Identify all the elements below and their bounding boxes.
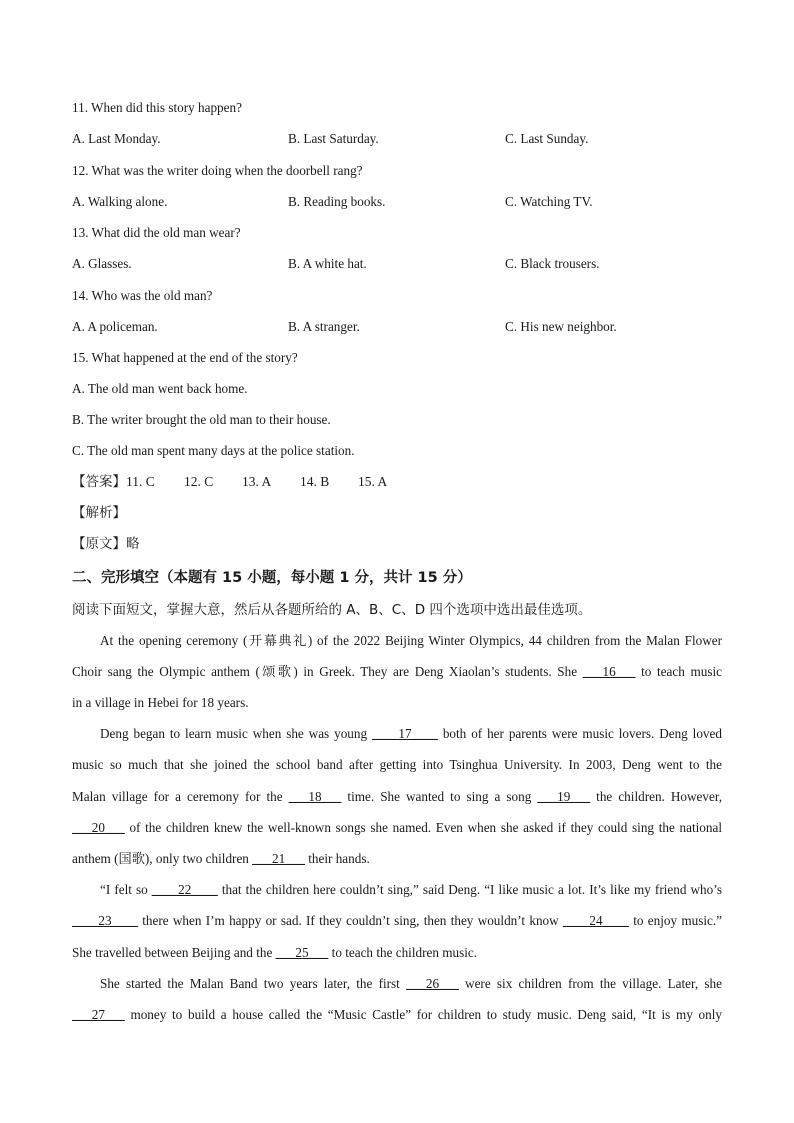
- cloze-blank: ____24____: [562, 913, 629, 928]
- answer-option: A. Glasses.: [72, 256, 132, 271]
- cloze-blank: ____17____: [371, 726, 438, 741]
- passage-line: [72, 1007, 722, 1023]
- passage-text: of the children knew the well-known songs she named. Even when she asked if they could sing the national: [124, 820, 722, 835]
- passage-text: Malan village for a ceremony for the: [72, 789, 289, 804]
- cloze-blank: ___27___: [72, 1007, 125, 1022]
- answer-option: A. The old man went back home.: [72, 381, 248, 396]
- passage-text: their hands.: [304, 851, 370, 866]
- passage-text: to enjoy music.”: [628, 913, 722, 928]
- answer-item: 13. A: [242, 474, 272, 489]
- passage-line: [72, 789, 722, 805]
- cloze-blank: ____22____: [151, 882, 218, 897]
- answer-option: B. The writer brought the old man to their house.: [72, 412, 331, 427]
- answer-item: 12. C: [184, 474, 214, 489]
- passage-text: were six children from the village. Later, she: [458, 976, 722, 991]
- passage-text: money to build a house called the “Music Castle” for children to study music. Deng said, “It is my only: [124, 1007, 722, 1022]
- answer-option: B. A white hat.: [288, 256, 367, 271]
- answer-option: B. A stranger.: [288, 319, 360, 334]
- passage-text: At the opening ceremony (开幕典礼) of the 2022 Beijing Winter Olympics, 44 children from the Malan Flower: [100, 633, 722, 648]
- answer-option: A. Last Monday.: [72, 131, 161, 146]
- passage-text: Choir sang the Olympic anthem (颂歌) in Greek. They are Deng Xiaolan’s students. She: [72, 664, 583, 679]
- answer-option: C. His new neighbor.: [505, 319, 617, 334]
- cloze-blank: ____23____: [72, 913, 138, 928]
- section-heading: 二、完形填空（本题有 15 小题，每小题 1 分，共计 15 分）: [72, 570, 472, 586]
- passage-line: [72, 913, 722, 929]
- cloze-blank: ___19___: [537, 789, 591, 804]
- cloze-blank: ___26___: [406, 976, 459, 991]
- passage-text: there when I’m happy or sad. If they couldn’t sing, then they wouldn’t know: [137, 913, 563, 928]
- passage-text: music so much that she joined the school band after getting into Tsinghua University. In 2003, Deng went to the: [72, 757, 722, 772]
- answer-option: A. Walking alone.: [72, 194, 168, 209]
- passage-text: “I felt so: [100, 882, 152, 897]
- answer-option: B. Reading books.: [288, 194, 386, 209]
- passage-text: time. She wanted to sing a song: [341, 789, 538, 804]
- answer-label: 【答案】: [72, 474, 126, 490]
- passage-line: [72, 757, 722, 773]
- question-stem: 11. When did this story happen?: [72, 100, 242, 115]
- passage-line: [72, 664, 722, 680]
- answer-option: B. Last Saturday.: [288, 131, 379, 146]
- original-text: 略: [126, 536, 140, 552]
- passage-line: [72, 945, 722, 961]
- answer-option: C. Black trousers.: [505, 256, 600, 271]
- section-instruction: 阅读下面短文，掌握大意，然后从各题所给的 A、B、C、D 四个选项中选出最佳选项。: [72, 602, 592, 618]
- answer-option: A. A policeman.: [72, 319, 158, 334]
- question-stem: 12. What was the writer doing when the doorbell rang?: [72, 163, 363, 178]
- passage-line: [72, 851, 722, 867]
- passage-line: [100, 976, 722, 992]
- passage-text: both of her parents were music lovers. Deng loved: [437, 726, 722, 741]
- question-stem: 13. What did the old man wear?: [72, 225, 241, 240]
- answer-item: 14. B: [300, 474, 330, 489]
- answer-item: 11. C: [126, 474, 155, 489]
- answer-items: [126, 474, 398, 490]
- answer-option: C. Watching TV.: [505, 194, 593, 209]
- cloze-blank: ___20___: [72, 820, 125, 835]
- passage-line: [100, 726, 722, 742]
- passage-line: [72, 695, 722, 711]
- passage-text: anthem (国歌), only two children: [72, 851, 253, 866]
- passage-text: Deng began to learn music when she was young: [100, 726, 372, 741]
- passage-text: in a village in Hebei for 18 years.: [72, 695, 249, 710]
- passage-text: She travelled between Beijing and the: [72, 945, 276, 960]
- cloze-blank: ___18___: [288, 789, 342, 804]
- passage-line: [72, 820, 722, 836]
- cloze-blank: ___25___: [275, 945, 329, 960]
- question-stem: 15. What happened at the end of the story?: [72, 350, 298, 365]
- passage-line: [100, 882, 722, 898]
- cloze-blank: ___21___: [252, 851, 305, 866]
- original-label: 【原文】: [72, 536, 126, 552]
- passage-text: to teach the children music.: [328, 945, 478, 960]
- cloze-blank: ___16___: [582, 664, 636, 679]
- passage-text: that the children here couldn’t sing,” said Deng. “I like music a lot. It’s like my friend who’s: [217, 882, 723, 897]
- answer-option: C. The old man spent many days at the police station.: [72, 443, 355, 458]
- question-stem: 14. Who was the old man?: [72, 288, 213, 303]
- answer-option: C. Last Sunday.: [505, 131, 589, 146]
- passage-text: the children. However,: [590, 789, 722, 804]
- passage-text: She started the Malan Band two years later, the first: [100, 976, 407, 991]
- answer-line: [72, 474, 398, 490]
- answer-item: 15. A: [358, 474, 388, 489]
- analysis-label: 【解析】: [72, 505, 126, 521]
- passage-text: to teach music: [635, 664, 722, 679]
- original-text-line: [72, 536, 140, 552]
- passage-line: [100, 633, 722, 649]
